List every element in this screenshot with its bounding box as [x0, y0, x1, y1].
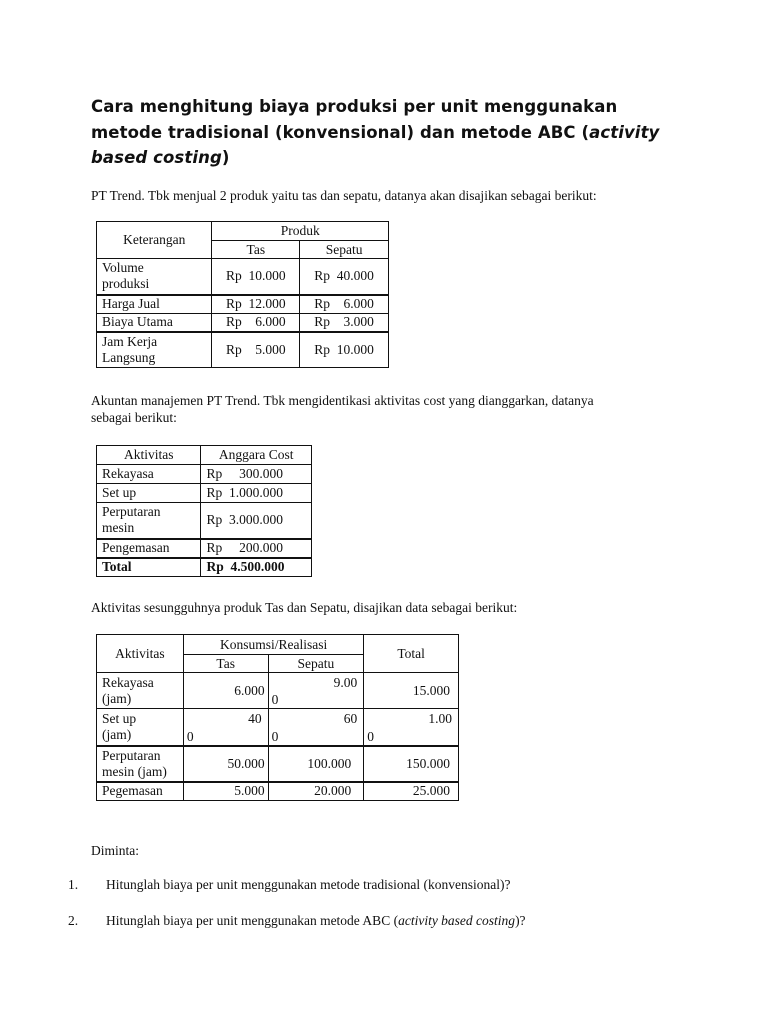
header-sepatu: Sepatu [300, 241, 389, 259]
question-text [106, 913, 726, 929]
cell-sepatu: 100.000 [268, 746, 364, 782]
cell-tas: Rp 12.000 [212, 295, 300, 314]
title-line-2-italic: activity [589, 122, 660, 142]
cell-sepatu-part1: 9.00 [333, 675, 358, 690]
row-label: Pengemasan [97, 539, 201, 558]
table-row [97, 782, 459, 801]
header-aktivitas: Aktivitas [97, 635, 184, 673]
table-row [97, 295, 389, 314]
cell-sepatu [268, 673, 364, 709]
cell-tas: Rp 10.000 [212, 259, 300, 295]
cell-total-part2: 0 [367, 728, 375, 744]
table-row [97, 465, 312, 484]
row-label-line1: Perputaran [102, 747, 161, 763]
cell-value: Rp 1.000.000 [201, 484, 312, 503]
table-row [97, 746, 459, 782]
cell-tas: Rp 5.000 [212, 332, 300, 368]
row-label: Pegemasan [97, 782, 184, 801]
table-row [97, 709, 459, 746]
budget-table [96, 445, 312, 577]
title-line-2 [91, 120, 691, 146]
header-konsumsi: Konsumsi/Realisasi [183, 635, 363, 655]
table-row [97, 539, 312, 558]
table-row [97, 332, 389, 368]
row-label-line1: Jam Kerja [102, 333, 158, 349]
title-line-3-end: ) [221, 148, 230, 167]
row-label-line2: mesin [102, 520, 135, 536]
cell-sepatu: 20.000 [268, 782, 364, 801]
table-row [97, 222, 389, 241]
row-label: Harga Jual [97, 295, 212, 314]
cell-total [364, 709, 459, 746]
cell-tas-part2: 0 [186, 728, 194, 744]
intro-paragraph: PT Trend. Tbk menjual 2 produk yaitu tas dan sepatu, datanya akan disajikan sebagai berikut: [91, 188, 597, 203]
budget-paragraph-line1: Akuntan manajemen PT Trend. Tbk mengidentikasi aktivitas cost yang dianggarkan, datanya [91, 393, 594, 408]
table-row [97, 484, 312, 503]
cell-total: 150.000 [364, 746, 459, 782]
row-label [97, 746, 184, 782]
cell-value: Rp 3.000.000 [201, 503, 312, 539]
row-label-line1: Volume [102, 260, 144, 276]
row-label [97, 332, 212, 368]
diminta-label: Diminta: [91, 843, 139, 858]
row-label [97, 709, 184, 746]
row-label: Biaya Utama [97, 314, 212, 332]
table-row [97, 446, 312, 465]
title-line-2-text: metode tradisional (konvensional) dan metode ABC ( [91, 122, 590, 142]
header-tas: Tas [183, 655, 268, 673]
row-label-line1: Perputaran [102, 504, 161, 520]
row-label: Rekayasa [97, 465, 201, 484]
question-text-part1: Hitunglah biaya per unit menggunakan metode ABC ( [106, 913, 399, 928]
header-aktivitas: Aktivitas [97, 446, 201, 465]
cell-sepatu: Rp 40.000 [300, 259, 389, 295]
cell-tas: 6.000 [183, 673, 268, 709]
table-row [97, 558, 312, 577]
cell-total: 15.000 [364, 673, 459, 709]
total-label: Total [97, 558, 201, 577]
row-label [97, 503, 201, 539]
title-line-3-italic: based costing [91, 148, 222, 167]
total-value: Rp 4.500.000 [201, 558, 312, 577]
cell-sepatu-part2: 0 [271, 728, 279, 744]
header-anggaran: Anggara Cost [201, 446, 312, 465]
cell-total: 25.000 [364, 782, 459, 801]
row-label [97, 259, 212, 295]
row-label-line2: (jam) [102, 690, 132, 706]
table-row [97, 259, 389, 295]
cell-tas [183, 709, 268, 746]
row-label-line1: Set up [102, 710, 137, 726]
question-text-part2: )? [515, 913, 526, 928]
budget-paragraph-line2: sebagai berikut: [91, 410, 177, 425]
product-table [96, 221, 389, 368]
header-tas: Tas [212, 241, 300, 259]
header-keterangan: Keterangan [97, 222, 212, 259]
activity-table [96, 634, 459, 801]
header-sepatu: Sepatu [268, 655, 364, 673]
cell-total-part1: 1.00 [428, 711, 452, 726]
question-text-italic: activity based costing [398, 913, 516, 928]
cell-value: Rp 200.000 [201, 539, 312, 558]
row-label: Set up [97, 484, 201, 503]
cell-sepatu-part2: 0 [271, 692, 279, 707]
row-label-line2: Langsung [102, 349, 156, 365]
header-total: Total [364, 635, 459, 673]
table-row [97, 503, 312, 539]
cell-sepatu: Rp 10.000 [300, 332, 389, 368]
title-line-1: Cara menghitung biaya produksi per unit menggunakan [91, 97, 618, 116]
document-title [91, 94, 691, 171]
table-row [97, 635, 459, 655]
actual-paragraph: Aktivitas sesungguhnya produk Tas dan Sepatu, disajikan data sebagai berikut: [91, 600, 518, 615]
cell-tas-part1: 40 [248, 711, 262, 726]
question-number: 2. [68, 913, 79, 928]
cell-sepatu: Rp 6.000 [300, 295, 389, 314]
cell-sepatu: Rp 3.000 [300, 314, 389, 332]
title-line-3 [91, 145, 691, 171]
row-label-line2: produksi [102, 276, 150, 292]
row-label-line1: Rekayasa [102, 674, 154, 690]
cell-sepatu-part1: 60 [343, 711, 358, 726]
cell-sepatu [268, 709, 364, 746]
question-text: Hitunglah biaya per unit menggunakan metode tradisional (konvensional)? [106, 877, 511, 892]
row-label-line2: mesin (jam) [102, 763, 167, 779]
row-label-line2: (jam) [102, 726, 132, 742]
table-row [97, 673, 459, 709]
budget-paragraph [91, 392, 691, 426]
row-label [97, 673, 184, 709]
cell-tas: 5.000 [183, 782, 268, 801]
question-number: 1. [68, 877, 79, 892]
cell-tas: 50.000 [183, 746, 268, 782]
cell-tas: Rp 6.000 [212, 314, 300, 332]
table-row [97, 314, 389, 332]
header-produk: Produk [212, 222, 389, 241]
cell-value: Rp 300.000 [201, 465, 312, 484]
